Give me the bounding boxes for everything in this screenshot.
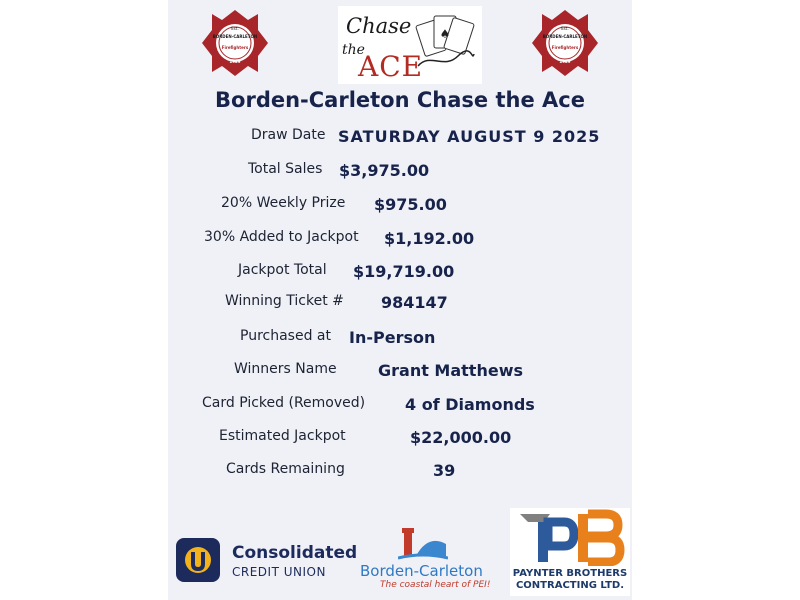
firefighters-badge-right: [530, 8, 600, 78]
row-value: 4 of Diamonds: [405, 395, 535, 414]
row-label: Card Picked (Removed): [202, 395, 366, 411]
chase-the-ace-logo: [338, 6, 482, 84]
row-label: 30% Added to Jackpot: [204, 229, 359, 245]
row-cards-remaining: [168, 461, 632, 483]
row-draw-date: [168, 127, 632, 149]
row-label: Winning Ticket #: [225, 293, 344, 309]
page-title: Borden-Carleton Chase the Ace: [215, 88, 585, 112]
row-value: $19,719.00: [353, 262, 455, 281]
maltese-cross-icon: [200, 8, 270, 78]
row-weekly-prize: [168, 195, 632, 217]
logo-the-text: the: [342, 42, 365, 58]
row-winning-ticket: [168, 293, 632, 315]
row-label: Purchased at: [240, 328, 331, 344]
row-card-picked: [168, 395, 632, 417]
badge-sub-text: Firefighters: [551, 45, 579, 50]
row-value: Grant Matthews: [378, 361, 523, 380]
row-value: $975.00: [374, 195, 447, 214]
row-jackpot-total: [168, 262, 632, 284]
row-value: SATURDAY AUGUST 9 2025: [338, 127, 601, 146]
row-label: Cards Remaining: [226, 461, 345, 477]
badge-sub-text: Firefighters: [221, 45, 249, 50]
row-label: Total Sales: [248, 161, 323, 177]
firefighters-badge-left: [200, 8, 270, 78]
pb-monogram-icon: [510, 508, 630, 566]
row-value: 39: [433, 461, 456, 480]
row-value: 984147: [381, 293, 448, 312]
logo-chase-text: Chase: [346, 14, 412, 38]
row-label: Estimated Jackpot: [219, 428, 346, 444]
row-purchased-at: [168, 328, 632, 350]
row-label: Draw Date: [251, 127, 326, 143]
badge-name-text: BORDEN-CARLETON: [212, 34, 258, 39]
poster: [168, 0, 632, 600]
row-value: $22,000.00: [410, 428, 512, 447]
paynter-line1: PAYNTER BROTHERS: [512, 568, 628, 579]
row-label: 20% Weekly Prize: [221, 195, 346, 211]
row-added-to-jackpot: [168, 229, 632, 251]
row-value: $3,975.00: [339, 161, 430, 180]
borden-carleton-wordmark: Borden-Carleton: [360, 562, 483, 580]
badge-name-text: BORDEN-CARLETON: [542, 34, 588, 39]
row-label: Winners Name: [234, 361, 337, 377]
credit-union-logo-icon: [176, 538, 220, 582]
badge-top-text: Est.: [231, 26, 239, 31]
row-value: $1,192.00: [384, 229, 475, 248]
badge-year-text: 1929: [559, 59, 571, 64]
credit-union-name: Consolidated: [232, 543, 358, 563]
credit-union-sub: CREDIT UNION: [232, 565, 326, 579]
row-estimated-jackpot: [168, 428, 632, 450]
paynter-brothers-name: [512, 568, 628, 592]
row-winners-name: [168, 361, 632, 383]
borden-carleton-tagline: The coastal heart of PEI!: [380, 580, 491, 590]
svg-text:♠: ♠: [439, 27, 451, 41]
logo-ace-text: ACE: [358, 50, 424, 83]
paynter-brothers-logo: [510, 508, 630, 596]
badge-year-text: 1929: [229, 59, 241, 64]
maltese-cross-icon: [530, 8, 600, 78]
paynter-line2: CONTRACTING LTD.: [515, 580, 625, 591]
row-label: Jackpot Total: [238, 262, 327, 278]
row-total-sales: [168, 161, 632, 183]
row-value: In-Person: [349, 328, 436, 347]
lighthouse-icon: [398, 526, 448, 562]
badge-top-text: Est.: [561, 26, 569, 31]
playing-cards-icon: [414, 12, 476, 72]
